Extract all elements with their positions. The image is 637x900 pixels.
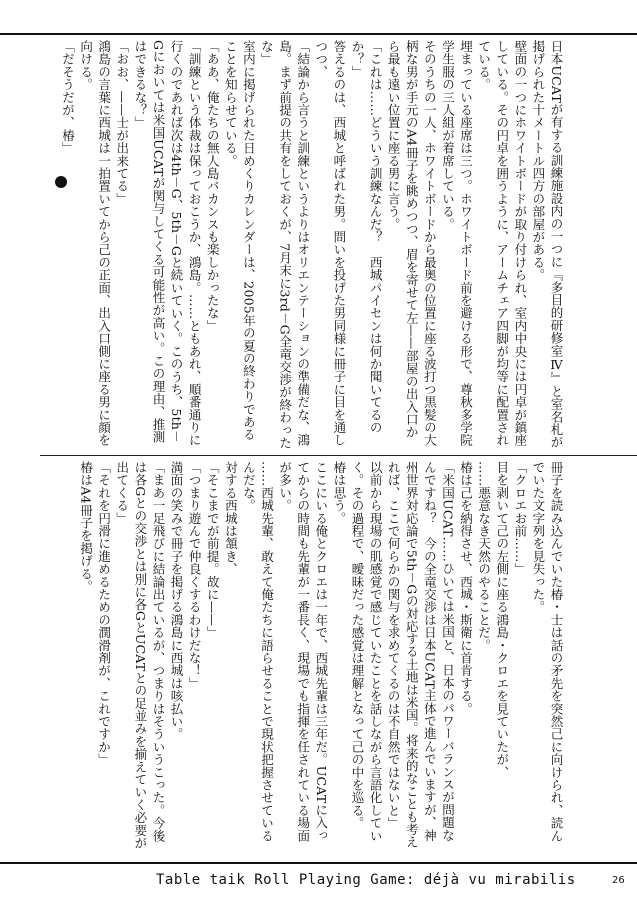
bottom-rule	[0, 862, 637, 864]
paragraph: 「米国UCAT……ひいては米国と、日本のパワーバランスが問題なんですね？ 今の全竜交渉は日本UCAT主体で進んでいますが、神州世界対応論で5th－Gの対応する土地は米国。将来的なことも考えれば、ここで何らかの関与を求めてくるのは不自然ではないと」	[386, 461, 456, 849]
paragraph: 「訓練という体裁は保っておこうか、鴻島。……ともあれ、順番通りに行くのであれば次は4th－G、5th－Gと続いていく。このうち、5th－Gにおいては米国UCATが関与してくる可能性が高い。この理由、推測はできるな？」	[132, 40, 203, 447]
paragraph: 鴻島の言葉に西城は一拍置いてから己の正面、出入口側に座る男に顔を向ける。	[78, 40, 112, 447]
paragraph: 「クロエお前……」	[512, 461, 528, 576]
column-divider	[40, 455, 637, 456]
lower-text-column	[80, 461, 565, 851]
running-footer-title: Table taik Roll Playing Game: déjà vu mirabilis	[156, 872, 576, 888]
paragraph: 「これは……どういう訓練なんだ？ 西城パイセンは何か聞いてるのか？」	[349, 40, 384, 434]
paragraph: 以前から現場の肌感覚で感じていたことを話しながら言語化していく。その過程で、曖昧だった感覚は理解となって己の中を巡る。	[349, 461, 384, 842]
paragraph: 対する西城は頷き、	[223, 461, 239, 576]
paragraph: 埋まっている座席は三つ。ホワイトボード前を避ける形で、尊秋多学院学生服の三人組が着席している。	[440, 40, 474, 447]
paragraph: 椿は己を納得させ、西城・斯衛に首肯する。	[458, 461, 474, 715]
upper-text-column	[60, 40, 565, 450]
paragraph: 答えるのは、西城と呼ばれた男。問いを投げた男同様に冊子に目を通しつつ、	[313, 40, 347, 447]
paragraph: 「おお、——士が出来てる」	[114, 40, 130, 206]
paragraph: 「そこまでが前提。故に——」	[205, 461, 221, 639]
paragraph: 「ああ、俺たちの無人島バカンスも楽しかったな」	[205, 40, 221, 333]
paragraph: 壁面の一つにホワイトボードが取り付けられ、室内中央には円卓が鎮座している。その円卓を囲うように、アームチェア四脚が均等に配置されている。	[476, 40, 528, 447]
paragraph: 満面の笑みで冊子を掲げる鴻島に西城は咳払い。	[169, 461, 185, 741]
paragraph: 目を剥いて己の左側に座る鴻島・クロエを見ていたが、	[494, 461, 510, 779]
page-number: 26	[612, 875, 625, 886]
paragraph: 「つまり遊んで仲良くするわけだな！」	[187, 461, 203, 690]
paragraph: 室内に掲げられた日めくりカレンダーは、2005年の夏の終わりであることを知らせている。	[223, 40, 257, 441]
paragraph: 「だそうだが、椿」	[60, 40, 76, 155]
paragraph: ここにいる俺とクロエは一年で、西城先輩は三年だ。UCATに入ってからの時間も先輩が一番長く、現場でも指揮を任されている場面が多い。	[277, 461, 329, 842]
paragraph: 日本UCATが有する訓練施設内の一つに『多目的研修室Ⅳ』と室名札が掲げられた十メートル四方の部屋がある。	[530, 40, 564, 449]
paragraph: 冊子を読み込んでいた椿・士は話の矛先を突然己に向けられ、読んでいた文字列を見失った。	[530, 461, 564, 842]
paragraph: 「結論から言うと訓練というよりはオリエンテーションの準備だな、鴻島。まず前提の共有をしておくが、7月末に3rd－G全竜交渉が終わったな」	[259, 40, 311, 450]
paragraph: ……西城先輩、敢えて俺たちに語らせることで現状把握させているんだな。	[241, 461, 275, 842]
paragraph: そのうちの一人、ホワイトボードから最奥の位置に座る波打つ黒髪の大柄な男が手元のA4冊子を眺めつつ、眉を寄せて左——部屋の出入口から最も遠い位置に座る男に言う。	[386, 40, 438, 447]
paragraph: ……悪意なき天然のやることだ。	[476, 461, 492, 652]
top-rule	[0, 33, 637, 35]
paragraph: 椿は思う。	[331, 461, 347, 525]
paragraph: 椿はA4冊子を掲げる。	[78, 461, 94, 593]
paragraph: 「まあ一足飛びに結論出ているが、つまりはそういうこった。今後は各Gとの交渉とは別に各GとUCATとの足並みを揃えていく必要が出てくる」	[114, 461, 166, 850]
paragraph: 「それを円滑に進めるための潤滑剤が、これですか」	[96, 461, 112, 766]
